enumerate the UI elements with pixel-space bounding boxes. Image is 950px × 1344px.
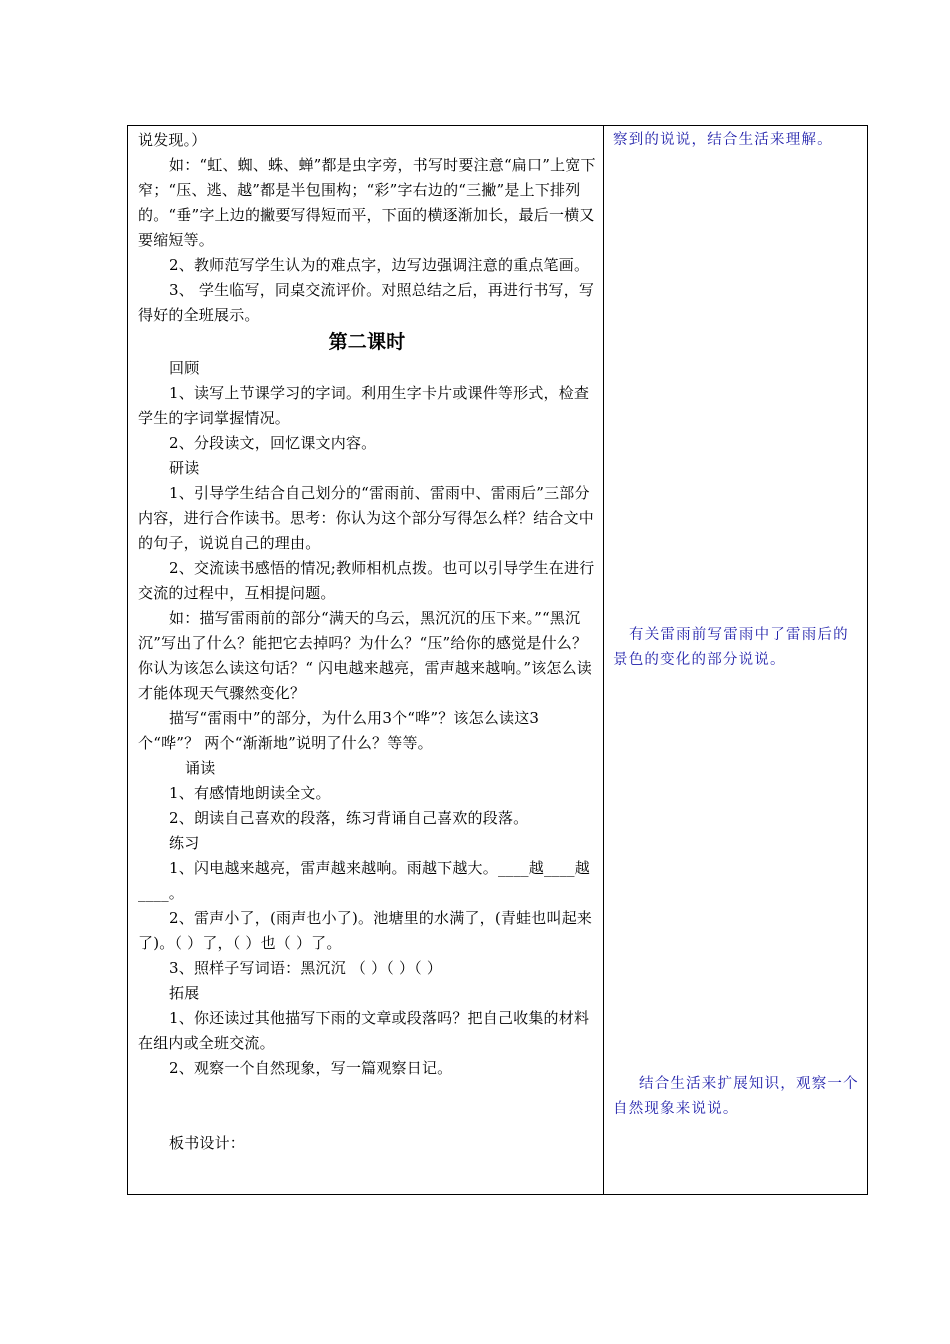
text-paragraph: 如：“虹、蜘、蛛、蝉”都是虫字旁，书写时要注意“扁口”上宽下窄；“压、逃、越”都是半包围构；“彩”字右边的“三撇”是上下排列的。“垂”字上边的撇要写得短而平，下面的横逐渐加长，最后一横又要缩短等。 bbox=[138, 156, 596, 249]
note-text: 察到的说说，结合生活来理解。 bbox=[613, 132, 833, 148]
teaching-note bbox=[613, 128, 863, 153]
text-paragraph: 1、引导学生结合自己划分的“雷雨前、雷雨中、雷雨后”三部分内容，进行合作读书。思考：你认为这个部分写得怎么样？结合文中的句子，说说自己的理由。 bbox=[138, 484, 595, 552]
text-paragraph: 2、观察一个自然现象，写一篇观察日记。 bbox=[169, 1059, 453, 1077]
subheading-extend: 拓展 bbox=[169, 984, 200, 1002]
subheading-recite: 诵读 bbox=[185, 759, 216, 777]
text-paragraph: 1、你还读过其他描写下雨的文章或段落吗？把自己收集的材料在组内或全班交流。 bbox=[138, 1009, 590, 1052]
exercise-item: 2、雷声小了，(雨声也小了)。池塘里的水满了，(青蛙也叫起来了)。（ ）了，（ ）也（ ）了。 bbox=[138, 909, 593, 952]
text-paragraph: 2、交流读书感悟的情况;教师相机点拨。也可以引导学生在进行交流的过程中，互相提问题。 bbox=[138, 559, 595, 602]
subheading-practice: 练习 bbox=[169, 834, 200, 852]
exercise-item: 1、闪电越来越亮，雷声越来越响。雨越下越大。____越____越____。 bbox=[138, 859, 590, 902]
teaching-note bbox=[613, 623, 863, 673]
text-paragraph: 2、教师范写学生认为的难点字，边写边强调注意的重点笔画。 bbox=[169, 256, 590, 274]
text-paragraph: 描写“雷雨中”的部分，为什么用3个“哗”？该怎么读这3个“哗”？ 两个“渐渐地”说明了什么？等等。 bbox=[138, 709, 540, 752]
text-paragraph: 2、朗读自己喜欢的段落，练习背诵自己喜欢的段落。 bbox=[169, 809, 529, 827]
board-design-label: 板书设计： bbox=[169, 1134, 246, 1152]
subheading-review: 回顾 bbox=[169, 359, 200, 377]
text-paragraph: 2、分段读文，回忆课文内容。 bbox=[169, 434, 377, 452]
text-paragraph: 1、读写上节课学习的字词。利用生字卡片或课件等形式，检查学生的字词掌握情况。 bbox=[138, 384, 590, 427]
lesson-content bbox=[138, 128, 596, 1156]
exercise-item: 3、照样子写词语：黑沉沉 （ ）（ ）（ ） bbox=[169, 959, 443, 977]
column-divider bbox=[603, 126, 604, 1194]
teaching-note bbox=[613, 1072, 863, 1122]
note-text: 结合生活来扩展知识，观察一个自然现象来说说。 bbox=[613, 1076, 859, 1117]
lesson-table bbox=[127, 125, 868, 1195]
text-paragraph: 如：描写雷雨前的部分“满天的乌云，黑沉沉的压下来。”“黑沉沉”写出了什么？能把它去掉吗？为什么？“压”给你的感觉是什么？你认为该怎么读这句话？“ 闪电越来越亮，雷声越来越响。”该怎么读才能体现天气骤然变化？ bbox=[138, 609, 593, 702]
text-paragraph: 3、 学生临写，同桌交流评价。对照总结之后，再进行书写，写得好的全班展示。 bbox=[138, 281, 595, 324]
subheading-study: 研读 bbox=[169, 459, 200, 477]
text-paragraph: 1、有感情地朗读全文。 bbox=[169, 784, 331, 802]
section-heading: 第二课时 bbox=[328, 331, 406, 353]
note-text: 有关雷雨前写雷雨中了雷雨后的景色的变化的部分说说。 bbox=[613, 627, 849, 668]
text-line: 说发现。） bbox=[138, 131, 207, 149]
